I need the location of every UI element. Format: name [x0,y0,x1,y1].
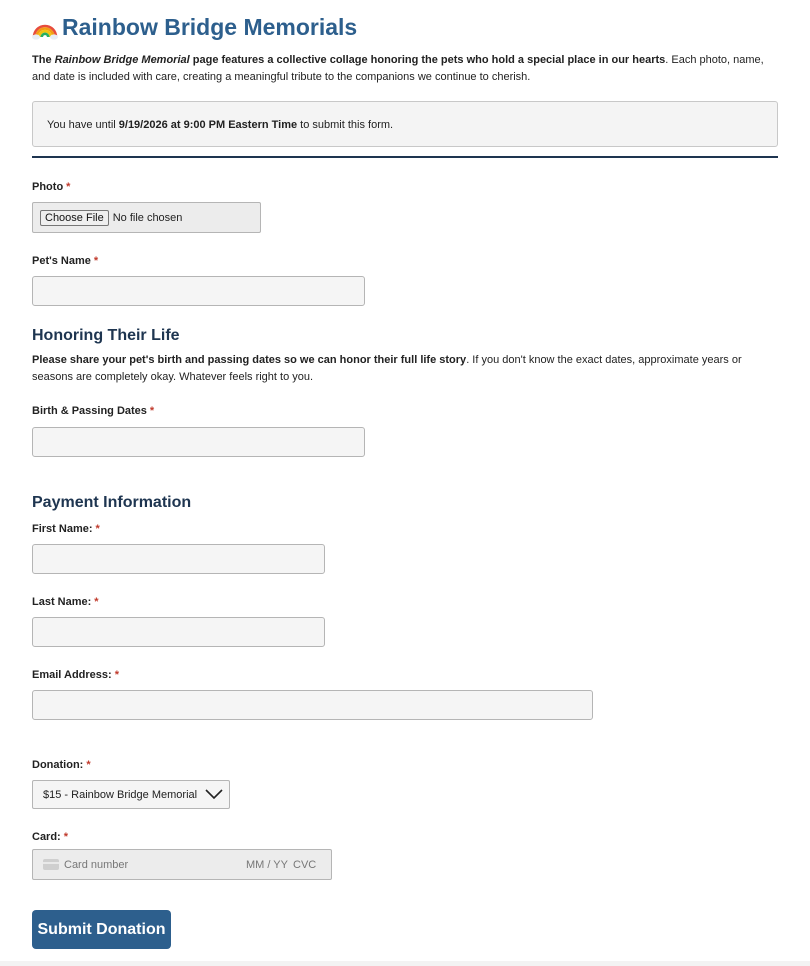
email-input[interactable] [32,690,593,720]
email-label [32,669,119,681]
title-text: Rainbow Bridge Memorials [62,14,358,40]
chevron-down-icon [205,786,223,802]
required-marker: * [114,669,119,681]
page-title [32,14,357,41]
rainbow-icon [32,15,58,41]
card-label [32,831,68,843]
honoring-rest: . If you don't know the exact dates, approximate years or seasons are completely okay. Whatever feels right to you. [32,354,742,383]
honoring-bold: Please share your pet's birth and passing dates so we can honor their full life story [32,354,467,366]
intro-part1: The [32,54,55,66]
card-label-text: Card: [32,831,61,843]
notice-prefix: You have until [47,119,119,131]
card-number-field[interactable]: Card number [64,859,129,871]
first-name-input[interactable] [32,544,325,574]
required-marker: * [63,831,69,843]
payment-heading: Payment Information [32,494,192,511]
required-marker: * [95,523,100,535]
choose-file-button[interactable]: Choose File [40,210,109,226]
dates-input[interactable] [32,427,365,457]
last-name-label-text: Last Name: [32,596,92,608]
required-marker: * [93,255,99,267]
donation-select[interactable] [32,780,230,809]
last-name-input[interactable] [32,617,325,647]
photo-label-text: Photo [32,181,64,193]
intro-text [32,52,778,86]
notice-suffix: to submit this form. [297,119,394,131]
intro-bold: page features a collective collage honoring the pets who hold a special place in our hearts [189,54,666,66]
first-name-label-text: First Name: [32,523,93,535]
dates-label-text: Birth & Passing Dates [32,405,147,417]
deadline-notice [32,101,778,147]
honoring-heading: Honoring Their Life [32,327,180,344]
photo-label [32,181,70,193]
required-marker: * [149,405,155,417]
divider [32,156,778,158]
intro-italic: Rainbow Bridge Memorial [54,54,190,66]
honoring-text [32,352,778,386]
dates-label [32,405,154,417]
notice-deadline: 9/19/2026 at 9:00 PM Eastern Time [118,119,298,131]
first-name-label [32,523,100,535]
card-input[interactable] [32,849,332,880]
card-cvc-field[interactable]: CVC [293,859,317,871]
required-marker: * [86,759,91,771]
last-name-label [32,596,99,608]
page-bottom-edge [0,961,810,966]
submit-donation-button[interactable]: Submit Donation [32,910,171,949]
photo-file-input[interactable] [32,202,261,233]
donation-selected-value: $15 - Rainbow Bridge Memorial [43,788,198,801]
required-marker: * [94,596,99,608]
credit-card-icon [43,859,59,870]
file-status: No file chosen [112,211,183,224]
card-expiry-field[interactable]: MM / YY [246,859,288,871]
required-marker: * [66,181,71,193]
intro-rest: . Each photo, name, and date is included with care, creating a meaningful tribute to the companions we continue to cherish. [32,54,764,83]
pet-name-input[interactable] [32,276,365,306]
donation-label-text: Donation: [32,759,84,771]
pet-name-label [32,255,98,267]
donation-label [32,759,91,771]
pet-name-label-text: Pet's Name [32,255,91,267]
email-label-text: Email Address: [32,669,112,681]
